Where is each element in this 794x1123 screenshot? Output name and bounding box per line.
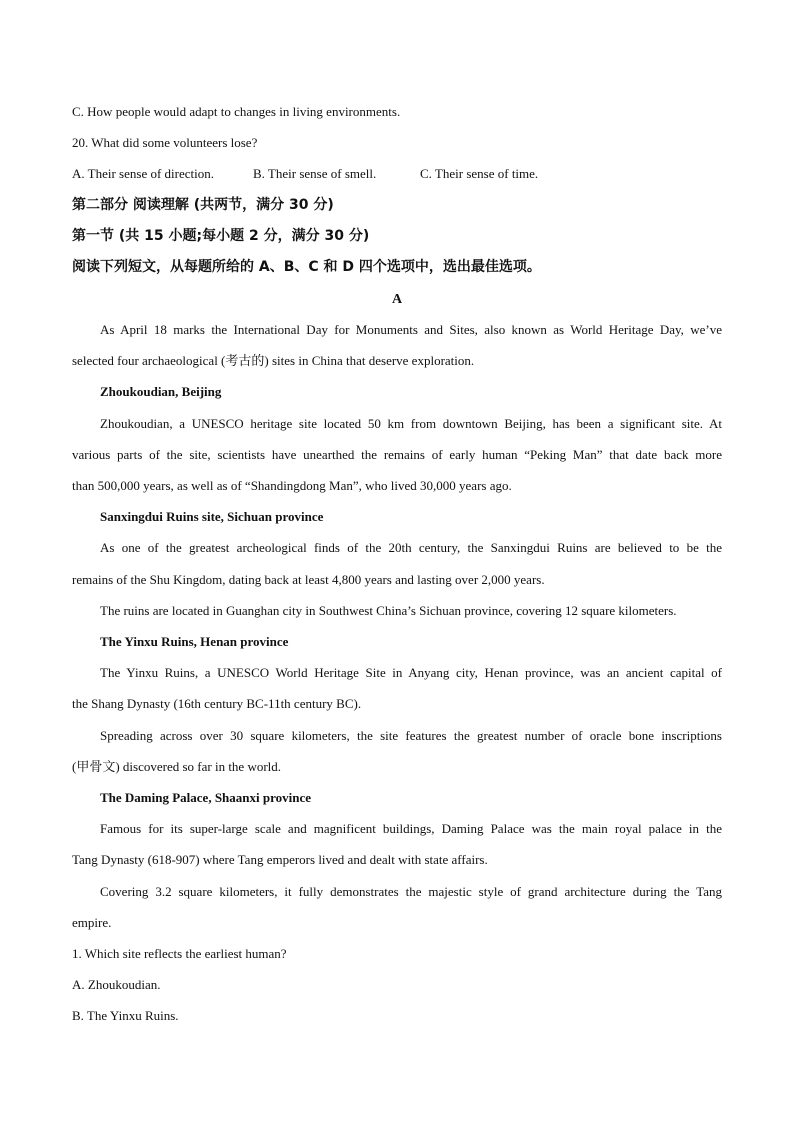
- daming-line-3: Covering 3.2 square kilometers, it fully demonstrates the majestic style of grand architecture during the Tang: [100, 884, 722, 899]
- intro-line-1: As April 18 marks the International Day for Monuments and Sites, also known as World Heritage Day, we’ve: [100, 322, 722, 337]
- passage-label: A: [391, 292, 403, 307]
- q20-option-a: A. Their sense of direction.: [72, 166, 214, 181]
- site-heading-yinxu: The Yinxu Ruins, Henan province: [100, 634, 289, 649]
- q20-option-b: B. Their sense of smell.: [253, 166, 377, 181]
- sanxingdui-line-1: As one of the greatest archeological finds of the 20th century, the Sanxingdui Ruins are believed to be the: [100, 540, 722, 555]
- daming-line-4: empire.: [72, 915, 112, 930]
- site-heading-sanxingdui: Sanxingdui Ruins site, Sichuan province: [100, 509, 324, 524]
- daming-line-1: Famous for its super-large scale and magnificent buildings, Daming Palace was the main royal palace in the: [100, 821, 722, 836]
- zhoukoudian-line-3: than 500,000 years, as well as of “Shandingdong Man”, who lived 30,000 years ago.: [72, 478, 512, 493]
- reading-instruction: 阅读下列短文，从每题所给的 A、B、C 和 D 四个选项中，选出最佳选项。: [72, 259, 541, 275]
- question-1-stem: 1. Which site reflects the earliest human?: [72, 946, 287, 961]
- yinxu-line-3: Spreading across over 30 square kilometers, the site features the greatest number of oracle bone inscriptions: [100, 728, 722, 743]
- sanxingdui-line-3: The ruins are located in Guanghan city in Southwest China’s Sichuan province, covering 12 square kilometers.: [100, 603, 677, 618]
- q19-option-c: C. How people would adapt to changes in living environments.: [72, 104, 401, 119]
- question-20-stem: 20. What did some volunteers lose?: [72, 135, 258, 150]
- sanxingdui-line-2: remains of the Shu Kingdom, dating back at least 4,800 years and lasting over 2,000 years.: [72, 572, 545, 587]
- section-one-header: 第一节 (共 15 小题;每小题 2 分，满分 30 分): [72, 228, 370, 244]
- zhoukoudian-line-2: various parts of the site, scientists have unearthed the remains of early human “Peking Man” that date back more: [72, 447, 722, 462]
- yinxu-line-1: The Yinxu Ruins, a UNESCO World Heritage Site in Anyang city, Henan province, was an ancient capital of: [100, 665, 722, 680]
- q1-option-b: B. The Yinxu Ruins.: [72, 1008, 179, 1023]
- intro-line-2: selected four archaeological (考古的) sites in China that deserve exploration.: [72, 353, 475, 368]
- part-two-header: 第二部分 阅读理解 (共两节，满分 30 分): [72, 197, 334, 213]
- zhoukoudian-line-1: Zhoukoudian, a UNESCO heritage site located 50 km from downtown Beijing, has been a significant site. At: [100, 416, 722, 431]
- site-heading-zhoukoudian: Zhoukoudian, Beijing: [100, 384, 222, 399]
- q20-option-c: C. Their sense of time.: [420, 166, 539, 181]
- yinxu-line-2: the Shang Dynasty (16th century BC-11th century BC).: [72, 696, 362, 711]
- site-heading-daming: The Daming Palace, Shaanxi province: [100, 790, 312, 805]
- q1-option-a: A. Zhoukoudian.: [72, 977, 161, 992]
- yinxu-line-4: (甲骨文) discovered so far in the world.: [72, 759, 282, 774]
- daming-line-2: Tang Dynasty (618-907) where Tang emperors lived and dealt with state affairs.: [72, 852, 488, 867]
